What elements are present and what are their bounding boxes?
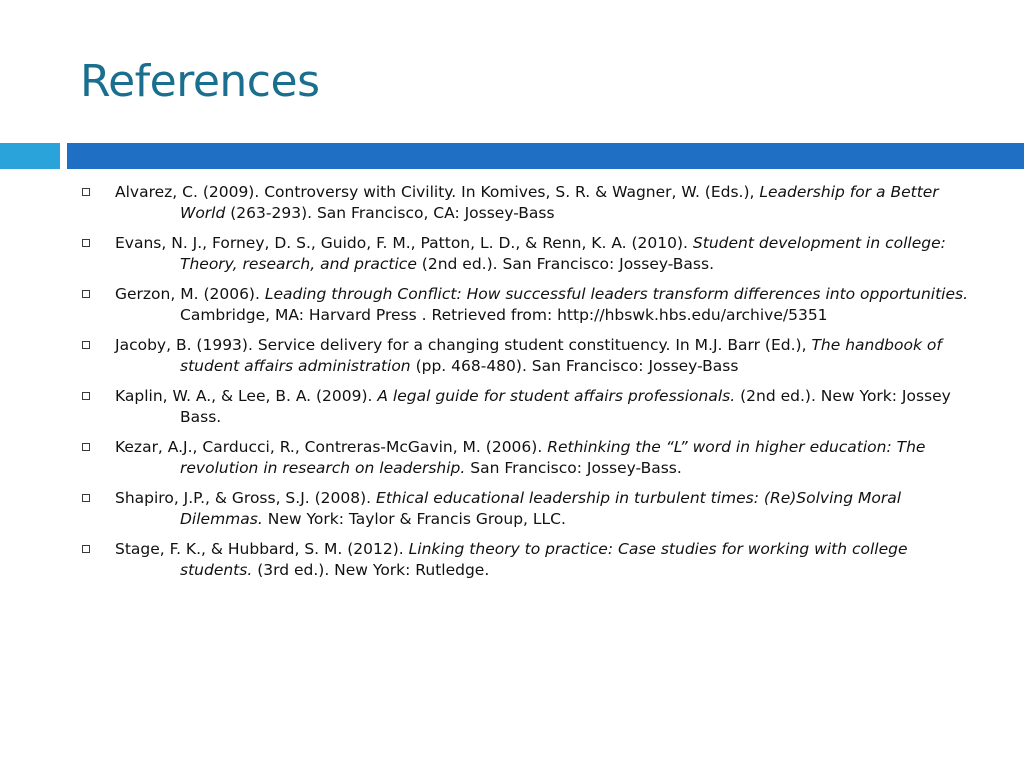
hollow-square-bullet-icon <box>82 443 90 451</box>
reference-title: Rethinking the “L” word in higher education: The revolution in research on leadership. <box>180 438 926 477</box>
reference-title: Leading through Conflict: How successful leaders transform differences into opportunities. <box>264 285 969 303</box>
hollow-square-bullet-icon <box>82 188 90 196</box>
reference-authors: Jacoby, B. (1993). Service delivery for a changing student constituency. In M.J. Barr (Ed.), <box>115 336 812 354</box>
reference-title: The handbook of student affairs administration <box>180 336 942 375</box>
reference-title: Leadership for a Better World <box>180 183 939 222</box>
hollow-square-bullet-icon <box>82 545 90 553</box>
reference-title: A legal guide for student affairs professionals. <box>377 387 736 405</box>
hollow-square-bullet-icon <box>82 392 90 400</box>
reference-authors: Gerzon, M. (2006). <box>115 285 265 303</box>
reference-item <box>82 182 982 224</box>
reference-publisher: Cambridge, MA: Harvard Press . Retrieved from: http://hbswk.hbs.edu/archive/5351 <box>180 306 828 324</box>
reference-authors: Evans, N. J., Forney, D. S., Guido, F. M., Patton, L. D., & Renn, K. A. (2010). <box>115 234 693 252</box>
reference-publisher: (2nd ed.). San Francisco: Jossey-Bass. <box>416 255 715 273</box>
reference-item <box>82 386 982 428</box>
accent-bar-right <box>67 143 1024 169</box>
reference-item <box>82 233 982 275</box>
reference-publisher: (263-293). San Francisco, CA: Jossey-Bass <box>225 204 555 222</box>
reference-publisher: New York: Taylor & Francis Group, LLC. <box>262 510 566 528</box>
reference-publisher: (2nd ed.). New York: Jossey Bass. <box>180 387 951 426</box>
hollow-square-bullet-icon <box>82 494 90 502</box>
reference-publisher: San Francisco: Jossey-Bass. <box>465 459 682 477</box>
reference-item <box>82 539 982 581</box>
reference-authors: Kezar, A.J., Carducci, R., Contreras-McGavin, M. (2006). <box>115 438 548 456</box>
reference-item <box>82 488 982 530</box>
reference-authors: Shapiro, J.P., & Gross, S.J. (2008). <box>115 489 377 507</box>
hollow-square-bullet-icon <box>82 290 90 298</box>
page-title: References <box>80 56 320 107</box>
reference-title: Student development in college: Theory, research, and practice <box>180 234 946 273</box>
reference-item <box>82 284 982 326</box>
reference-item <box>82 335 982 377</box>
accent-bar-left <box>0 143 60 169</box>
reference-title: Linking theory to practice: Case studies for working with college students. <box>180 540 908 579</box>
reference-publisher: (3rd ed.). New York: Rutledge. <box>252 561 490 579</box>
reference-list <box>82 182 982 590</box>
reference-authors: Kaplin, W. A., & Lee, B. A. (2009). <box>115 387 378 405</box>
reference-authors: Stage, F. K., & Hubbard, S. M. (2012). <box>115 540 409 558</box>
hollow-square-bullet-icon <box>82 341 90 349</box>
reference-authors: Alvarez, C. (2009). Controversy with Civility. In Komives, S. R. & Wagner, W. (Eds.), <box>115 183 760 201</box>
reference-title: Ethical educational leadership in turbulent times: (Re)Solving Moral Dilemmas. <box>180 489 902 528</box>
hollow-square-bullet-icon <box>82 239 90 247</box>
reference-publisher: (pp. 468-480). San Francisco: Jossey-Bass <box>410 357 739 375</box>
reference-item <box>82 437 982 479</box>
